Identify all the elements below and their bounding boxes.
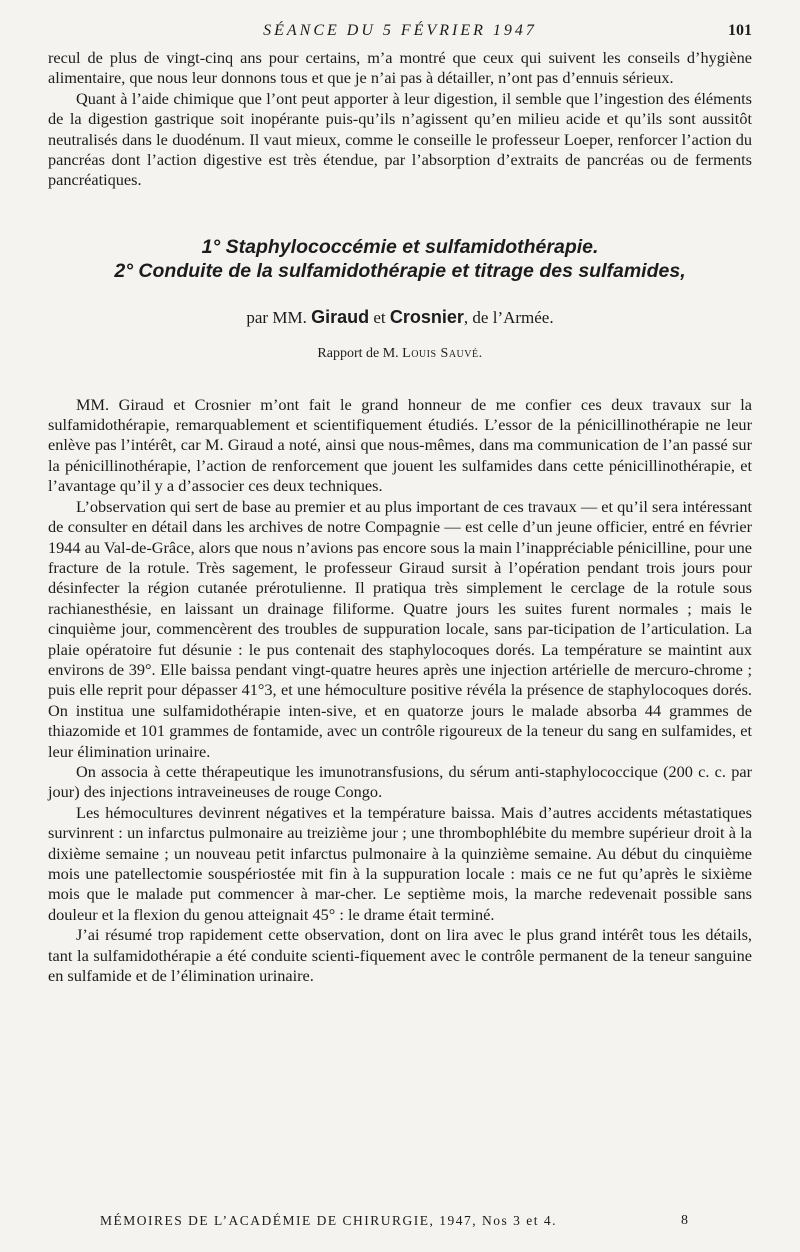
paragraph: Les hémocultures devinrent négatives et la température baissa. Mais d’autres accidents métastatiques survinrent : un infarctus pulmonaire au treizième jour ; une thrombophlébite du membre supérieur droit à la dixième semaine ; un nouveau petit infarctus pulmonaire à la quinzième semaine. Au début du cinquième mois une patellectomie souspériostée mit fin à la suppuration locale : mais ce ne fut qu’après le sixième mois que le malade put commencer à mar-cher. Le septième mois, la marche redevenait possible sans douleur et la flexion du genou atteignait 45° : le drame était terminé. <box>48 802 752 924</box>
footer-citation: MÉMOIRES DE L’ACADÉMIE DE CHIRURGIE, 1947, Nos 3 et 4. <box>100 1213 557 1228</box>
article-title <box>48 235 752 283</box>
page-content <box>48 48 752 986</box>
report-line <box>48 344 752 364</box>
running-head: SÉANCE DU 5 FÉVRIER 1947 <box>263 22 537 39</box>
page-footer <box>100 1213 752 1235</box>
author-line <box>48 307 752 328</box>
report-prefix: Rapport de M. <box>317 346 399 362</box>
author-prefix: par MM. <box>246 307 307 327</box>
page-header <box>48 20 752 44</box>
author-conjunction: et <box>373 307 386 327</box>
body-text <box>48 395 752 987</box>
paragraph: On associa à cette thérapeutique les imunotransfusions, du sérum anti-staphylococcique (200 c. c. par jour) des injections intraveineuses de rouge Congo. <box>48 761 752 802</box>
author-name-crosnier: Crosnier <box>389 306 464 327</box>
title-line-1: 1° Staphylococcémie et sulfamidothérapie. <box>201 235 599 258</box>
author-suffix: , de l’Armée. <box>463 307 554 327</box>
signature-mark: 8 <box>681 1213 688 1228</box>
reporter-name: Louis Sauvé. <box>402 346 483 362</box>
author-name-giraud: Giraud <box>311 306 370 327</box>
title-line-2: 2° Conduite de la sulfamidothérapie et titrage des sulfamides, <box>114 259 686 282</box>
page-number: 101 <box>728 22 752 39</box>
paragraph: recul de plus de vingt-cinq ans pour certains, m’a montré que ceux qui suivent les conseils d’hygiène alimentaire, que nous leur donnons tous et que je n’ai pas à détailler, n’ont pas d’ennuis sérieux. <box>48 48 752 88</box>
paragraph: J’ai résumé trop rapidement cette observation, dont on lira avec le plus grand intérêt tous les détails, tant la sulfamidothérapie a été conduite scienti-fiquement avec le contrôle permanent de la teneur sanguine en sulfamide et de l’élimination urinaire. <box>48 925 752 986</box>
paragraph: Quant à l’aide chimique que l’ont peut apporter à leur digestion, il semble que l’ingestion des éléments de la digestion gastrique soit inopérante puis-qu’ils n’agissent qu’en milieu acide et qu’ils sont aussitôt neutralisés dans le duodénum. Il vaut mieux, comme le conseille le professeur Loeper, renforcer l’action du pancréas dont l’action digestive est très étendue, par l’absorption d’extraits de pancréas ou de ferments pancréatiques. <box>48 88 752 190</box>
paragraph: L’observation qui sert de base au premier et au plus important de ces travaux — et qu’il sera intéressant de consulter en détail dans les archives de notre Compagnie — est celle d’un jeune officier, entré en février 1944 au Val-de-Grâce, alors que nous n’avions pas encore sous la main l’inappréciable pénicilline, pour une fracture de la rotule. Très sagement, le professeur Giraud sursit à l’opération pendant trois jours pour désinfecter la région cutanée prérotulienne. Il pratiqua très simplement le cerclage de la rotule sous rachianesthésie, en laissant un drainage filiforme. Quatre jours les suites furent normales ; mais le cinquième jour, commencèrent des troubles de suppuration locale, sans par-ticipation de l’articulation. La plaie opératoire fut désunie : le pus contenait des staphylocoques dorés. La température se maintint aux environs de 39°. Elle baissa pendant vingt-quatre heures après une injection artérielle de mercuro-chrome ; puis elle reprit pour dépasser 41°3, et une hémoculture positive révéla la présence de staphylocoques dorés. On institua une sulfamidothérapie inten-sive, et en quatorze jours le malade absorba 44 grammes de thiazomide et 101 grammes de fontamide, avec un contrôle rigoureux de la teneur du sang en sulfamides, et leur élimination urinaire. <box>48 496 752 761</box>
paragraph: MM. Giraud et Crosnier m’ont fait le grand honneur de me confier ces deux travaux sur la sulfamidothérapie, remarquablement et scientifiquement étudiés. L’essor de la pénicillinothérapie ne leur enlève pas l’intérêt, car M. Giraud a noté, ainsi que nous-mêmes, dans ma communication de l’an passé sur la pénicillinothérapie, l’action de renforcement que jouent les sulfamides dans cette pénicillinothérapie, et l’avantage qu’il y a d’associer ces deux techniques. <box>48 394 752 496</box>
